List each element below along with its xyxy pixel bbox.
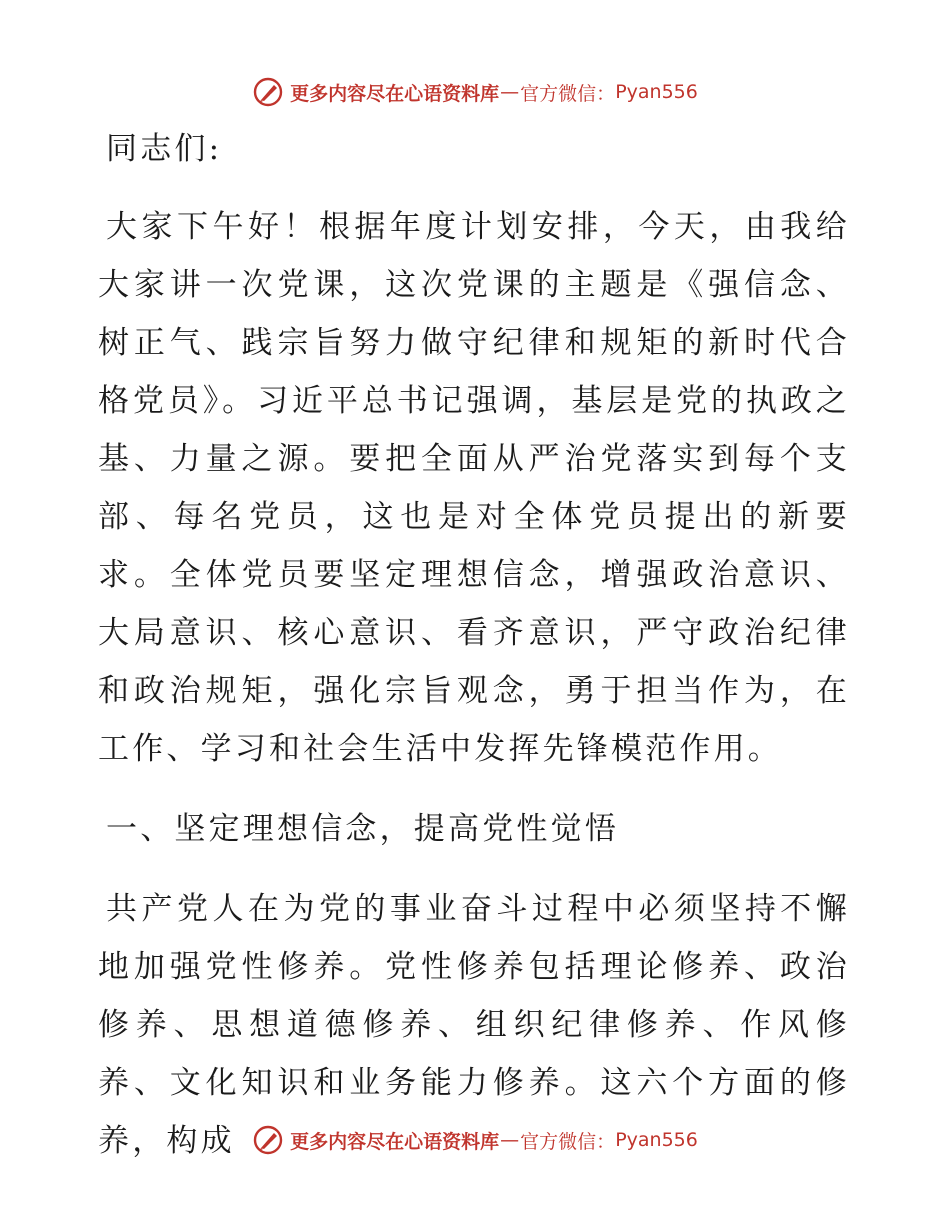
section-heading: 一、坚定理想信念，提高党性觉悟	[106, 811, 619, 847]
intro-paragraph: 大家下午好！根据年度计划安排，今天，由我给大家讲一次党课，这次党课的主题是《强信念、树正气、践宗旨努力做守纪律和规矩的新时代合格党员》。习近平总书记强调，基层是党的执政之基、力量之源。要把全面从严治党落实到每个支部、每名党员，这也是对全体党员提出的新要求。全体党员要坚定理想信念，增强政治意识、大局意识、核心意识、看齐意识，严守政治纪律和政治规矩，强化宗旨观念，勇于担当作为，在工作、学习和社会生活中发挥先锋模范作用。	[98, 209, 850, 767]
quill-pen-logo-icon	[252, 1124, 284, 1156]
document-body	[98, 120, 850, 1170]
watermark-wechat-id: Pyan556	[615, 81, 698, 103]
watermark-site-text: 更多内容尽在心语资料库	[290, 1130, 500, 1153]
watermark-separator: —	[500, 1129, 520, 1151]
footer-watermark	[0, 1120, 950, 1160]
watermark-wechat-id: Pyan556	[615, 1129, 698, 1151]
quill-pen-logo-icon	[252, 76, 284, 108]
watermark-separator: —	[500, 81, 520, 103]
watermark-site-text: 更多内容尽在心语资料库	[290, 82, 500, 105]
greeting: 同志们:	[106, 131, 223, 167]
section-paragraph: 共产党人在为党的事业奋斗过程中必须坚持不懈地加强党性修养。党性修养包括理论修养、政治修养、思想道德修养、组织纪律修养、作风修养、文化知识和业务能力修养。这六个方面的修养，构成	[98, 891, 850, 1159]
header-watermark	[0, 72, 950, 112]
watermark-wechat-label: 官方微信：	[520, 1130, 616, 1153]
watermark-wechat-label: 官方微信：	[520, 82, 616, 105]
